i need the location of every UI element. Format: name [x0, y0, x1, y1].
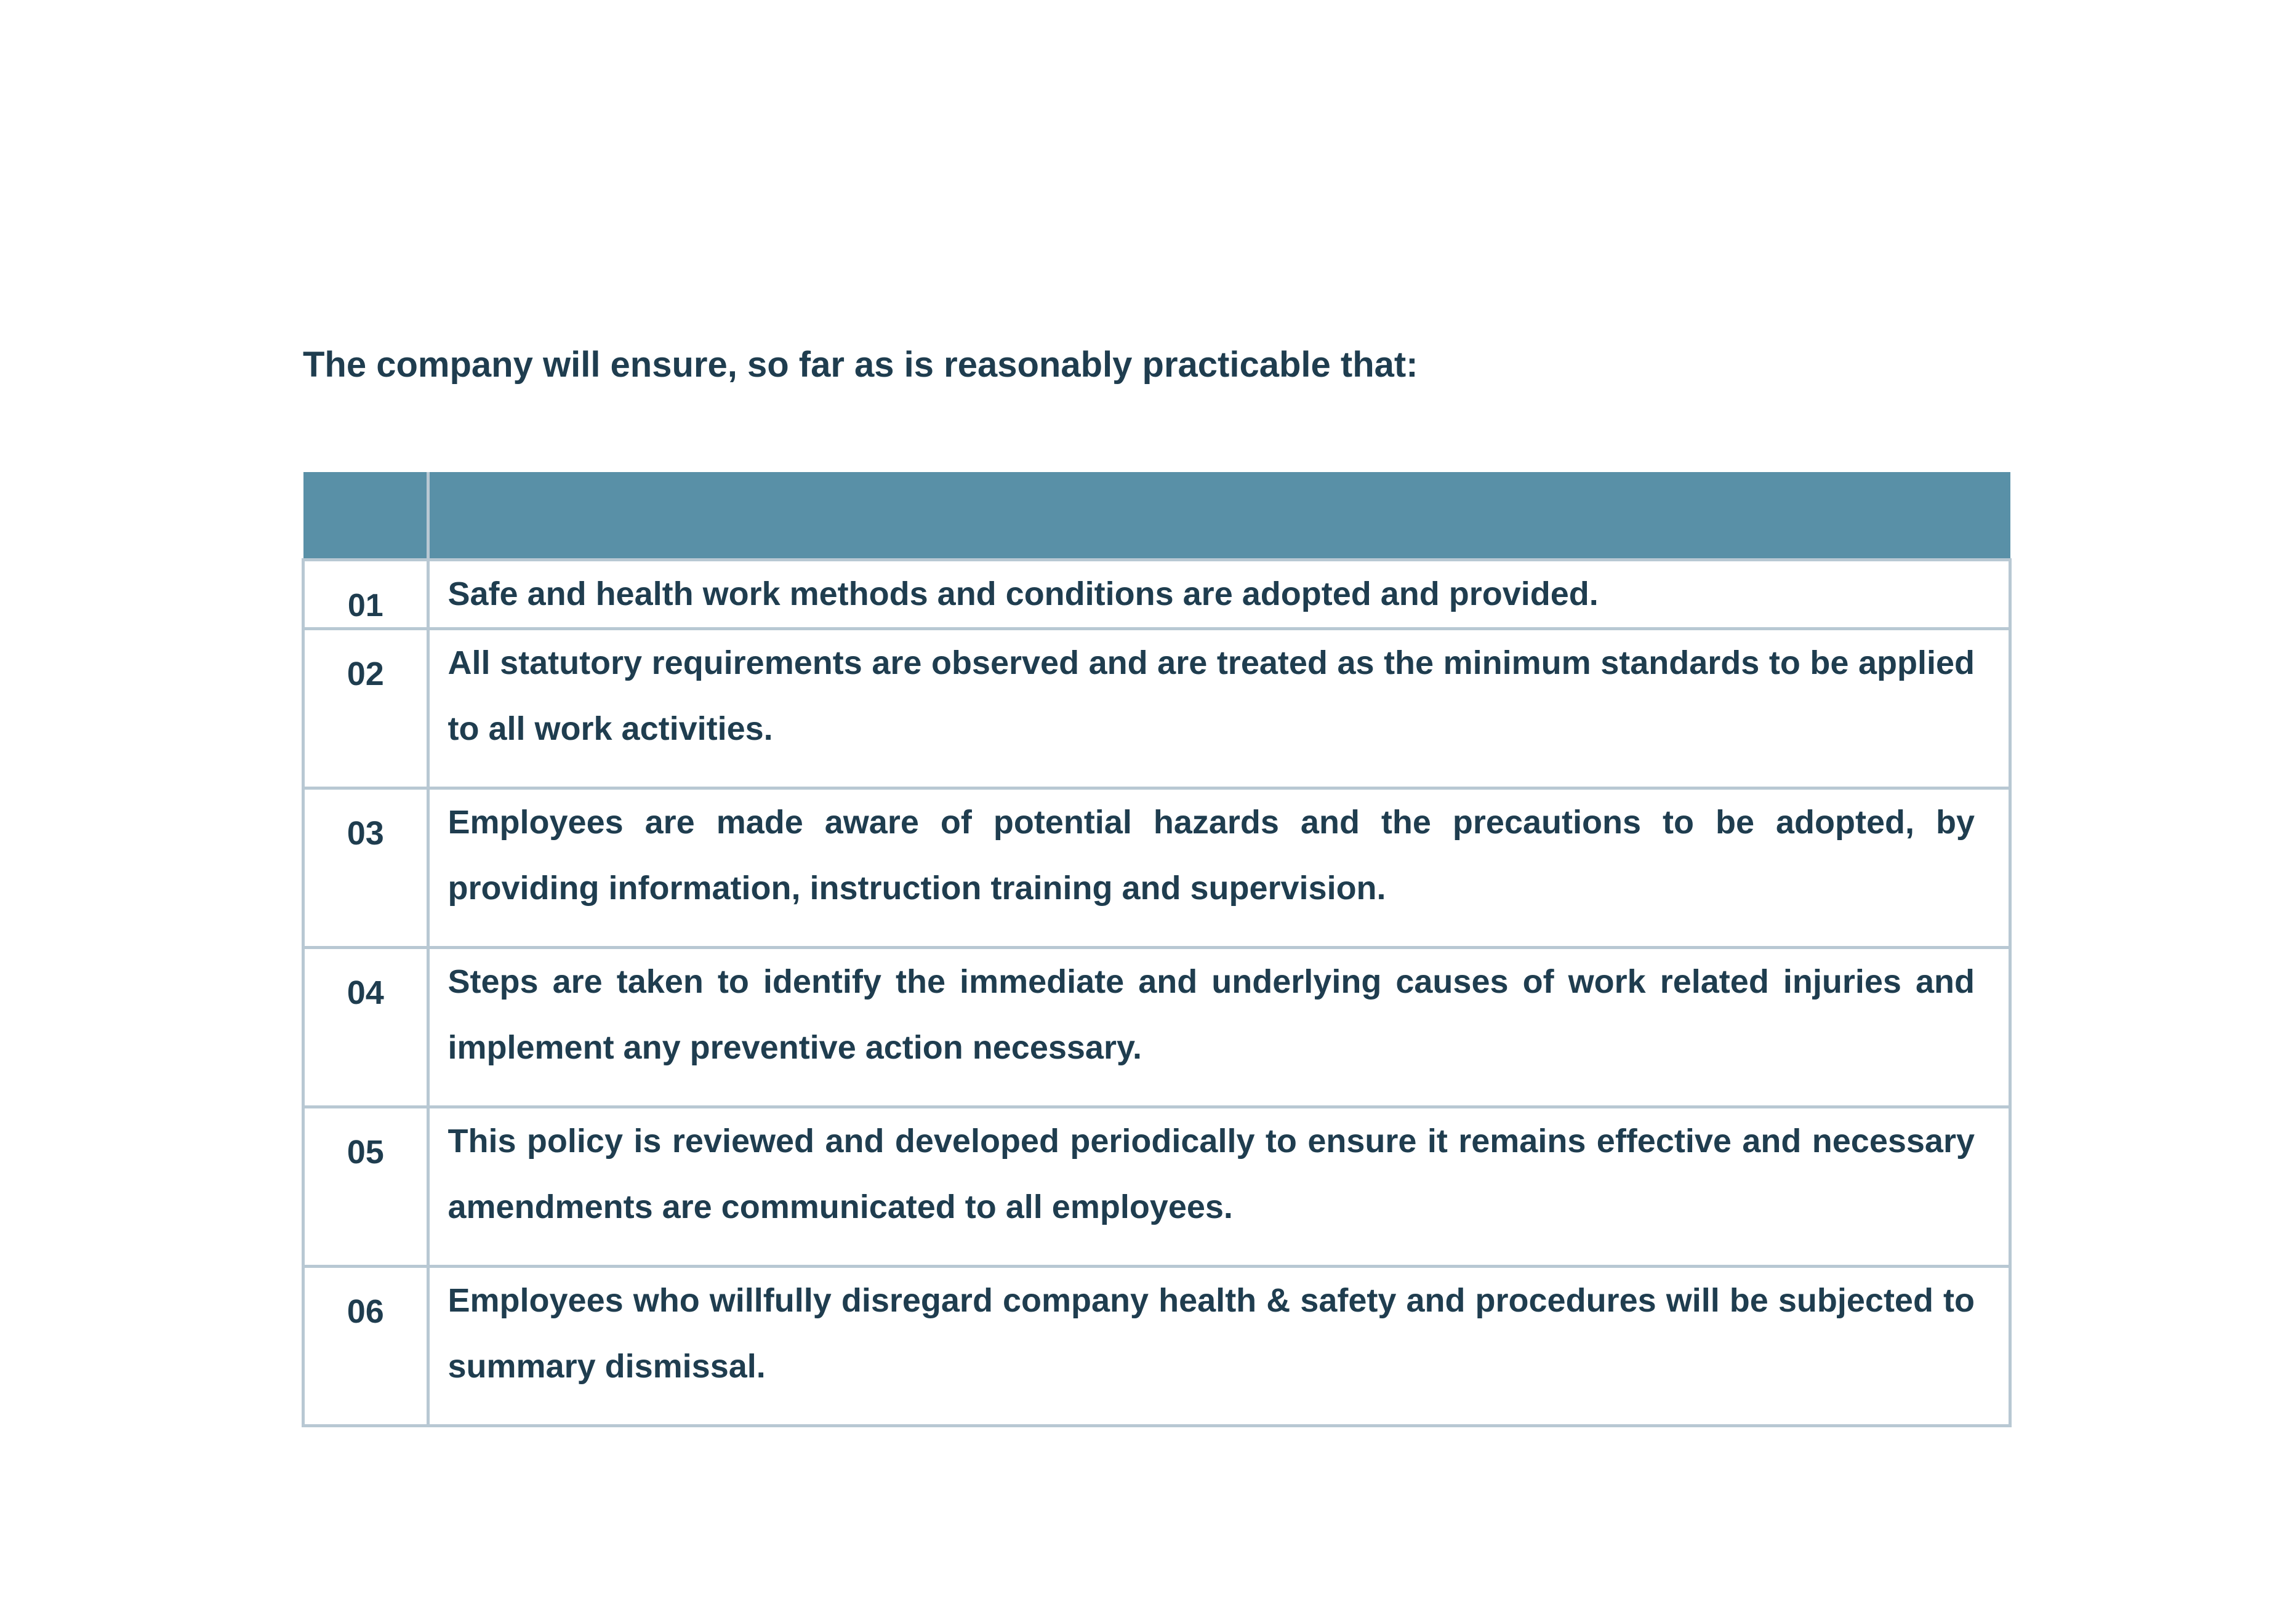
- table-header-row: [303, 472, 2010, 560]
- table-row: [303, 788, 2010, 948]
- table-row: [303, 629, 2010, 788]
- row-text: Employees are made aware of potential hazards and the precautions to be adopted, by providing information, instruction training and supervision.: [428, 788, 2010, 948]
- row-number: 02: [303, 629, 428, 788]
- row-text: Steps are taken to identify the immediate and underlying causes of work related injuries and implement any preventive action necessary.: [428, 948, 2010, 1107]
- row-text: This policy is reviewed and developed periodically to ensure it remains effective and necessary amendments are communicated to all employees.: [428, 1107, 2010, 1267]
- header-number-cell: [303, 472, 428, 560]
- row-number: 03: [303, 788, 428, 948]
- row-number: 05: [303, 1107, 428, 1267]
- intro-text: The company will ensure, so far as is reasonably practicable that:: [303, 345, 1418, 385]
- policy-table: [302, 472, 2012, 1427]
- row-number: 01: [303, 560, 428, 629]
- row-text: All statutory requirements are observed and are treated as the minimum standards to be applied to all work activities.: [428, 629, 2010, 788]
- row-number: 04: [303, 948, 428, 1107]
- row-text: Safe and health work methods and conditions are adopted and provided.: [428, 560, 2010, 629]
- row-number: 06: [303, 1267, 428, 1426]
- header-statement-cell: [428, 472, 2010, 560]
- table-row: [303, 948, 2010, 1107]
- table-row: [303, 1267, 2010, 1426]
- row-text: Employees who willfully disregard company health & safety and procedures will be subjected to summary dismissal.: [428, 1267, 2010, 1426]
- table-row: [303, 1107, 2010, 1267]
- table-row: [303, 560, 2010, 629]
